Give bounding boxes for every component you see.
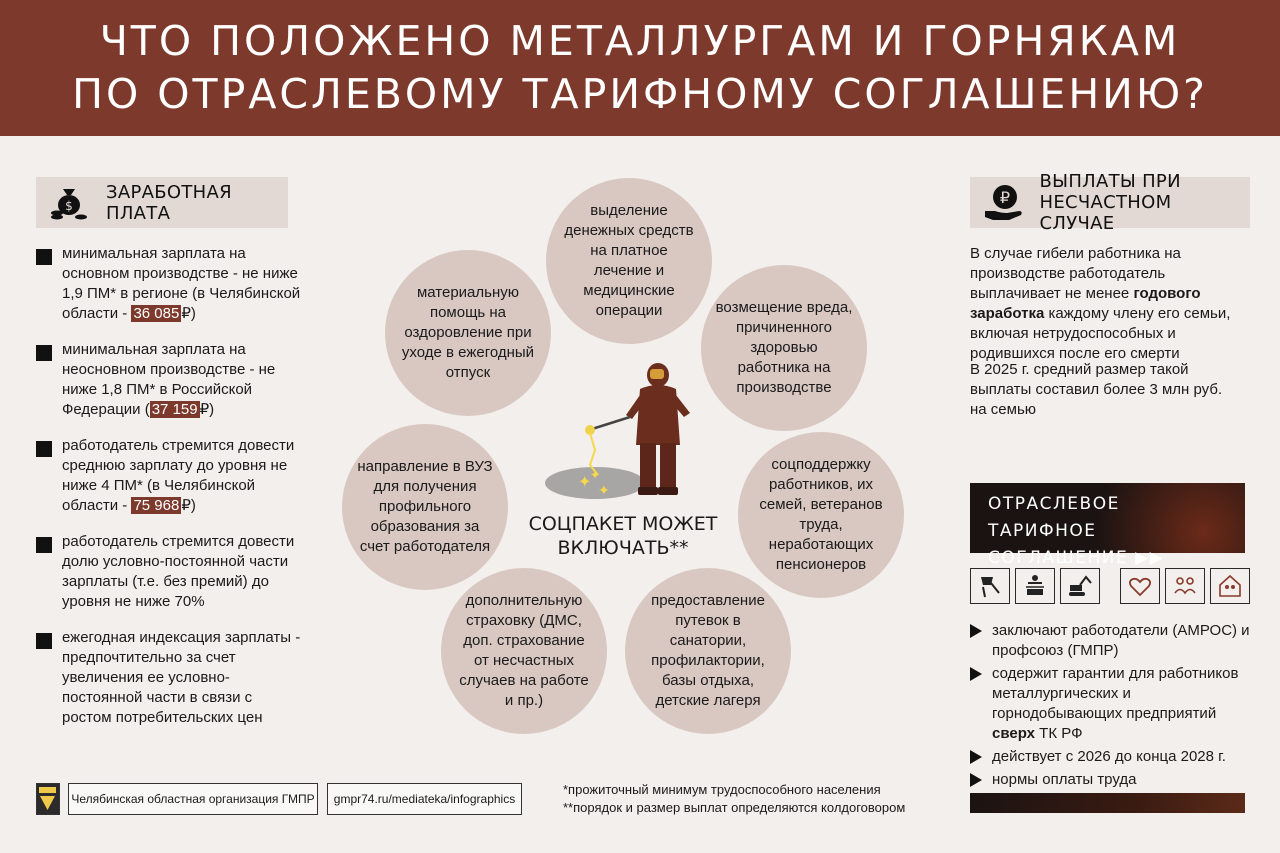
agreement-item-text: содержит гарантии для работников металлургических и горнодобывающих предприятий (992, 665, 1239, 722)
square-bullet-icon (36, 537, 52, 553)
steelworker-illustration (540, 355, 720, 505)
square-bullet-icon (36, 441, 52, 457)
socpack-circle-medical: выделение денежных средств на платное лечение и медицинские операции (546, 178, 712, 344)
agreement-item: содержит гарантии для работников металлургических и горнодобывающих предприятий сверх ТК РФ (970, 664, 1250, 744)
socpack-circle-social-support: соцподдержку работников, их семей, ветеранов труда, неработающих пенсионеров (738, 432, 904, 598)
agreement-banner (970, 483, 1245, 568)
salary-item (36, 340, 301, 420)
salary-item (36, 532, 301, 612)
square-bullet-icon (36, 633, 52, 649)
svg-text:✦: ✦ (578, 474, 592, 491)
salary-amount: 36 085 (133, 305, 180, 322)
salary-item (36, 628, 301, 728)
salary-item-text: ежегодная индексация зарплаты - предпочтительно за счет увеличения ее условно-постоянной части в связи с ростом потребительских цен (62, 629, 301, 726)
salary-item-text: минимальная зарплата на основном производстве - не ниже 1,9 ПМ* в регионе (в Челябинской области - (62, 245, 301, 322)
agreement-list (970, 621, 1250, 813)
footnote-2: **порядок и размер выплат определяются колдоговором (563, 800, 906, 815)
agreement-banner-line-1: ОТРАСЛЕВОЕ ТАРИФНОЕ (988, 494, 1120, 541)
socpack-center-title: СОЦПАКЕТ МОЖЕТ ВКЛЮЧАТЬ** (528, 513, 718, 559)
accident-paragraph-1: В случае гибели работника на производстве работодатель выплачивает не менее годового заработка каждому члену его семьи, включая нетрудоспособных и родившихся после его смерти (970, 245, 1231, 362)
salary-list (36, 244, 301, 744)
triangle-bullet-icon (970, 773, 982, 787)
socpack-circle-harm-compensation: возмещение вреда, причиненного здоровью работника на производстве (701, 265, 867, 431)
mining-icon (1015, 568, 1055, 604)
ruble-hand-icon (980, 180, 1025, 226)
accident-heading-text: ВЫПЛАТЫ ПРИ НЕСЧАСТНОМ СЛУЧАЕ (1039, 171, 1181, 234)
agreement-item (970, 747, 1250, 767)
salary-item-text: работодатель стремится довести среднюю зарплату до уровня не ниже 4 ПМ* (в Челябинской области - (62, 437, 295, 514)
svg-text:$: $ (65, 198, 73, 213)
agreement-item-text: нормы оплаты труда (992, 771, 1137, 788)
triangle-bullet-icon (970, 667, 982, 681)
salary-item (36, 436, 301, 516)
gmpr-logo (36, 783, 60, 815)
accident-heading (970, 171, 1250, 234)
square-bullet-icon (36, 249, 52, 265)
excavator-icon (1060, 568, 1100, 604)
social-icons (1120, 568, 1250, 604)
socpack-circle-education: направление в ВУЗ для получения профильного образования за счет работодателя (342, 424, 508, 590)
footnote-1: *прожиточный минимум трудоспособного населения (563, 782, 881, 797)
annual-earnings-emphasis: годового заработка (970, 285, 1201, 322)
salary-item-text: работодатель стремится довести долю условно-постоянной части зарплаты (т.е. без премий) до уровня не ниже 70% (62, 533, 295, 610)
salary-amount: 75 968 (133, 497, 180, 514)
handshake-heart-icon (1120, 568, 1160, 604)
title-line-1: ЧТО ПОЛОЖЕНО МЕТАЛЛУРГАМ И ГОРНЯКАМ (99, 17, 1181, 65)
salary-heading (36, 177, 288, 228)
agreement-item-text: действует с 2026 до конца 2028 г. (992, 748, 1226, 765)
agreement-banner-line-2: СОГЛАШЕНИЕ ▶▶ (988, 548, 1165, 568)
money-bag-coins-icon (46, 180, 92, 226)
footnotes (563, 781, 905, 817)
salary-item-suffix: ₽) (199, 401, 215, 418)
square-bullet-icon (36, 345, 52, 361)
metal-pouring-icon (970, 568, 1010, 604)
agreement-emphasis: сверх (992, 725, 1036, 742)
svg-text:✦: ✦ (598, 482, 610, 498)
salary-item-suffix: ₽) (181, 497, 196, 514)
triangle-bullet-icon (970, 624, 982, 638)
triangle-bullet-icon (970, 750, 982, 764)
org-name-box: Челябинская областная организация ГМПР (68, 783, 318, 815)
agreement-item-text: заключают работодатели (АМРОС) и профсоюз (ГМПР) (992, 622, 1250, 659)
salary-item-text: минимальная зарплата на неосновном производстве - не ниже 1,8 ПМ* в Российской Федерации ( (62, 341, 276, 418)
decorative-fire-bar (970, 793, 1245, 813)
socpack-circle-insurance: дополнительную страховку (ДМС, доп. страхование от несчастных случаев на работе и пр.) (441, 568, 607, 734)
title-line-2: ПО ОТРАСЛЕВОМУ ТАРИФНОМУ СОГЛАШЕНИЮ? (72, 70, 1208, 118)
accident-paragraph-2: В 2025 г. средний размер такой выплаты составил более 3 млн руб. на семью (970, 361, 1223, 418)
salary-item (36, 244, 301, 324)
people-icon (1165, 568, 1205, 604)
svg-text:✦: ✦ (590, 468, 601, 482)
family-home-icon (1210, 568, 1250, 604)
title-banner (0, 0, 1280, 136)
socpack-circle-material-help: материальную помощь на оздоровление при уходе в ежегодный отпуск (385, 250, 551, 416)
agreement-item (970, 621, 1250, 661)
website-link[interactable]: gmpr74.ru/mediateka/infographics (327, 783, 522, 815)
salary-amount: 37 159 (151, 401, 198, 418)
salary-heading-text: ЗАРАБОТНАЯ ПЛАТА (106, 181, 232, 224)
salary-item-suffix: ₽) (181, 305, 196, 322)
industry-icons (970, 568, 1100, 604)
socpack-circle-vouchers: предоставление путевок в санатории, профилактории, базы отдыха, детские лагеря (625, 568, 791, 734)
svg-text:₽: ₽ (999, 187, 1010, 207)
